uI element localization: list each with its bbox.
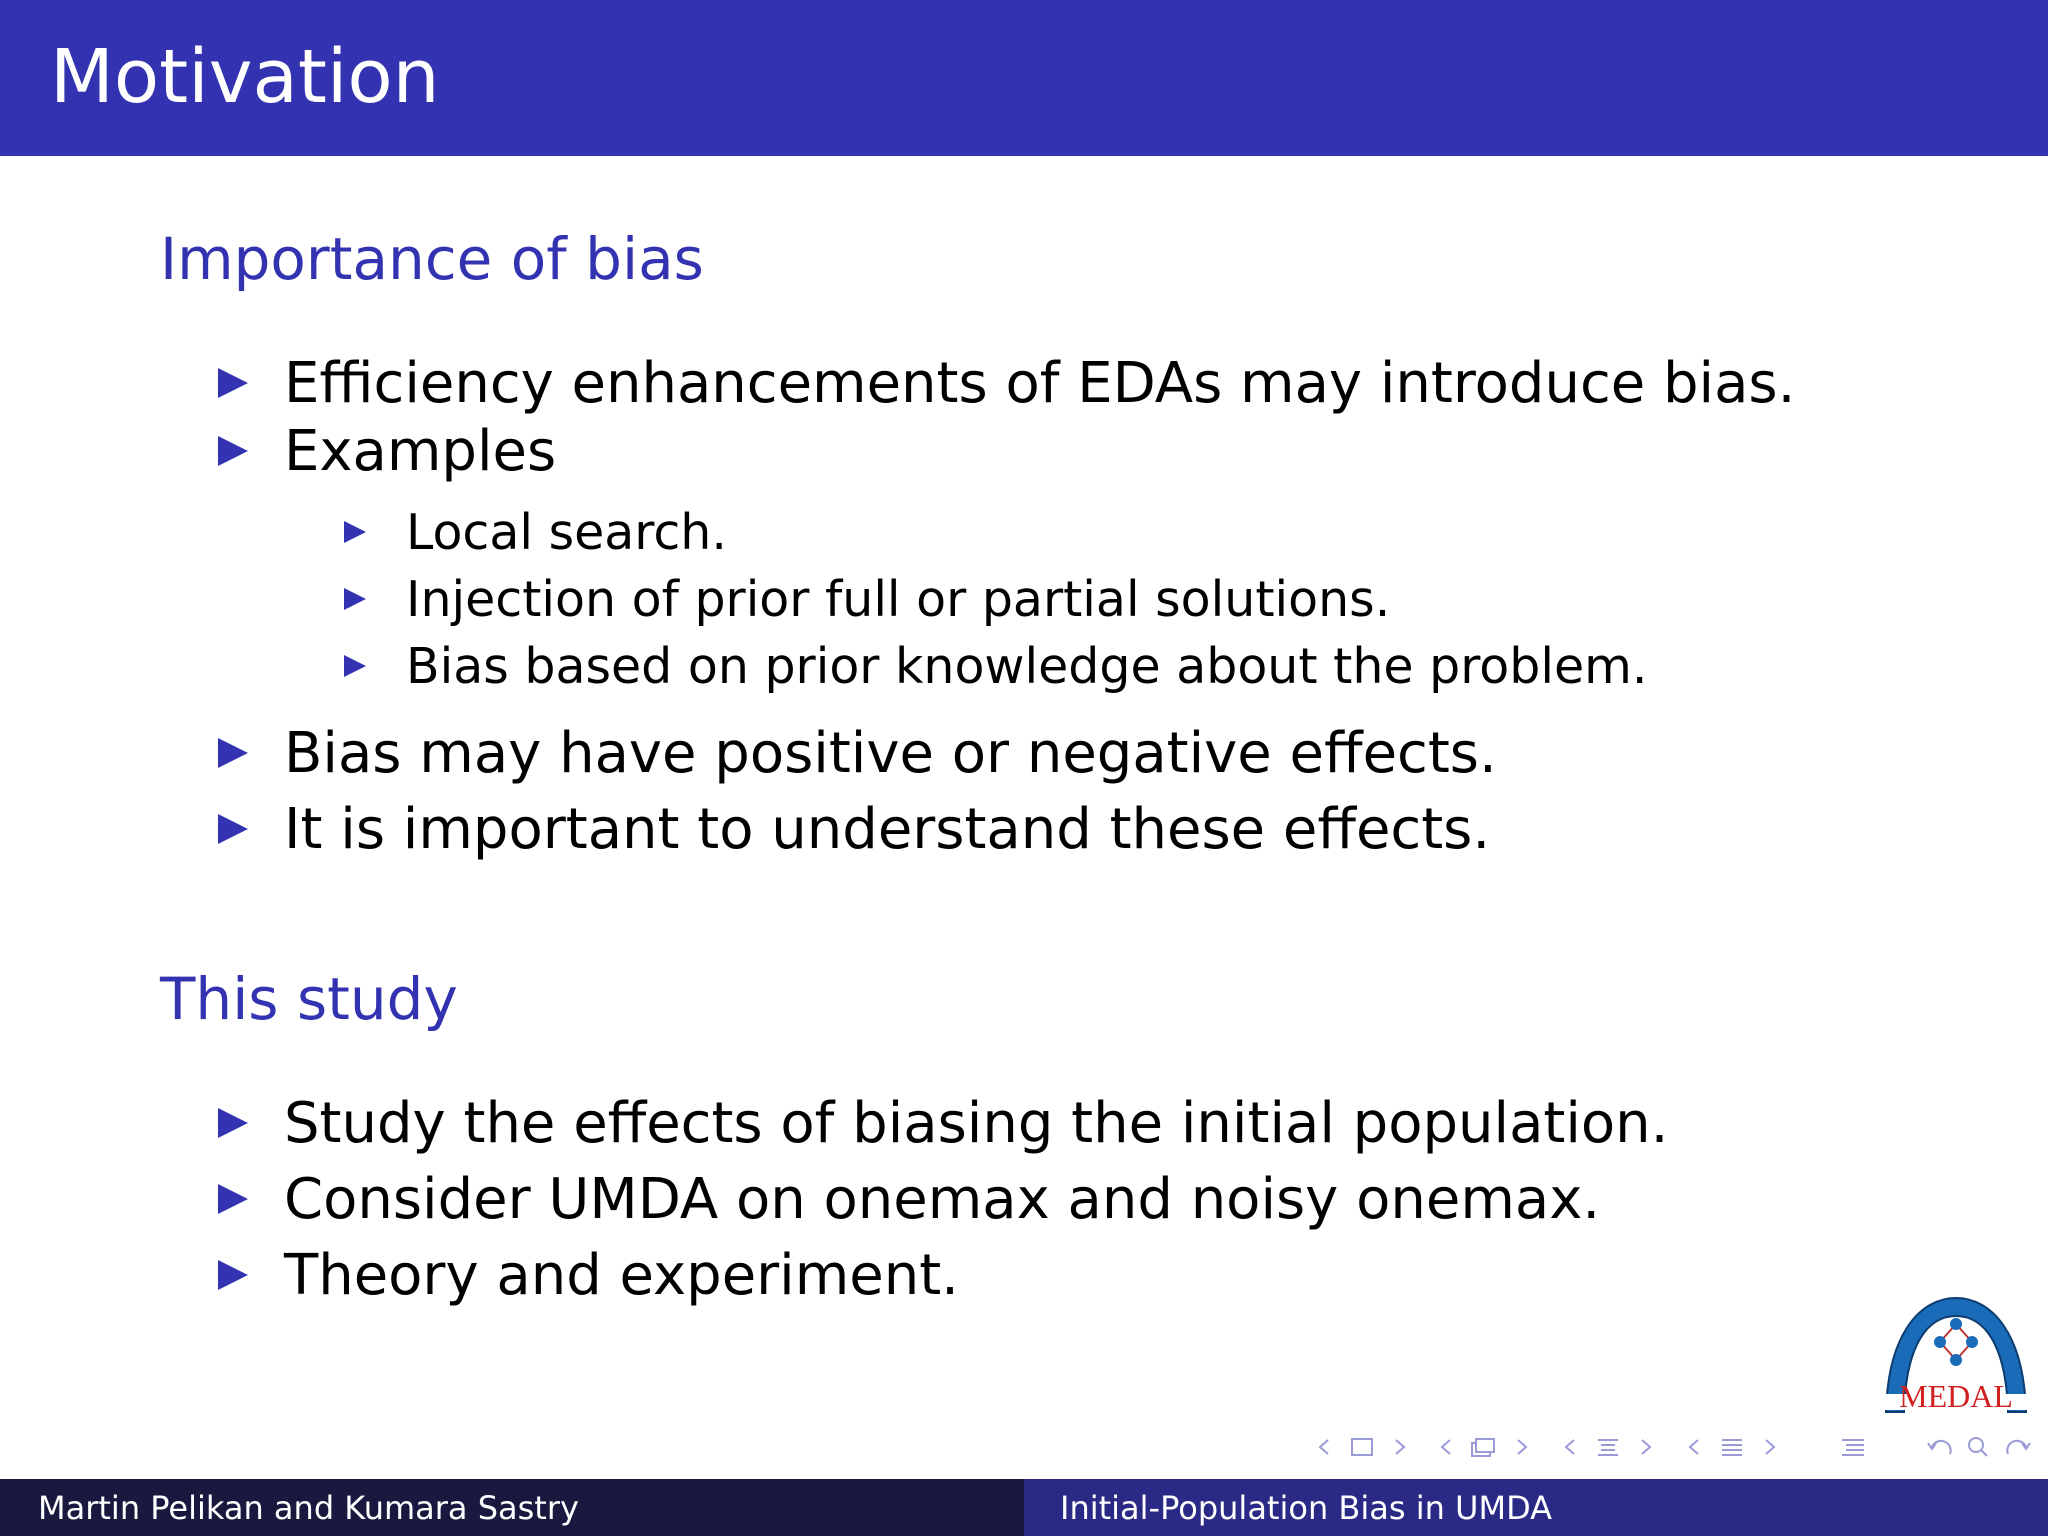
bullet-item: Study the effects of biasing the initial population. xyxy=(218,1096,1668,1152)
footer xyxy=(0,1479,2048,1536)
section-next-icon[interactable] xyxy=(1642,1440,1650,1454)
search-icon[interactable] xyxy=(1969,1438,1987,1456)
bullet-item: Theory and experiment. xyxy=(218,1248,959,1304)
bullet-item: Consider UMDA on onemax and noisy onemax. xyxy=(218,1172,1600,1228)
subsection-prev-icon[interactable] xyxy=(1442,1440,1450,1454)
bullet-item: Bias may have positive or negative effects. xyxy=(218,726,1497,782)
nav-search[interactable] xyxy=(1924,1432,2034,1462)
footer-authors: Martin Pelikan and Kumara Sastry xyxy=(38,1489,579,1527)
title-bar xyxy=(0,0,2048,156)
slide-next-icon[interactable] xyxy=(1766,1440,1774,1454)
subsection-next-icon[interactable] xyxy=(1518,1440,1526,1454)
bullet-item: Examples xyxy=(218,424,556,480)
triangle-bullet-icon xyxy=(344,588,366,610)
triangle-bullet-icon xyxy=(218,1184,248,1214)
sub-bullet-item: Local search. xyxy=(344,508,727,557)
forward-icon[interactable] xyxy=(2007,1441,2030,1454)
slide-prev-icon[interactable] xyxy=(1690,1440,1698,1454)
footer-right xyxy=(1024,1479,2048,1536)
bullet-item: It is important to understand these effects. xyxy=(218,802,1490,858)
frame-next-icon[interactable] xyxy=(1396,1440,1404,1454)
section-heading-importance: Importance of bias xyxy=(160,225,704,293)
footer-title: Initial-Population Bias in UMDA xyxy=(1060,1489,1553,1527)
triangle-bullet-icon xyxy=(218,738,248,768)
logo-text: MEDAL xyxy=(1899,1378,2013,1414)
frame-prev-icon[interactable] xyxy=(1320,1440,1328,1454)
triangle-bullet-icon xyxy=(218,436,248,466)
nav-subsection[interactable] xyxy=(1436,1432,1536,1462)
back-icon[interactable] xyxy=(1928,1441,1951,1454)
medal-logo xyxy=(1880,1294,2032,1414)
triangle-bullet-icon xyxy=(218,368,248,398)
slide-title: Motivation xyxy=(50,34,440,120)
triangle-bullet-icon xyxy=(344,655,366,677)
bullet-item: Efficiency enhancements of EDAs may introduce bias. xyxy=(218,356,1795,412)
section-heading-this-study: This study xyxy=(160,965,458,1033)
triangle-bullet-icon xyxy=(218,814,248,844)
triangle-bullet-icon xyxy=(344,521,366,543)
triangle-bullet-icon xyxy=(218,1108,248,1138)
frame-icon[interactable] xyxy=(1352,1439,1372,1455)
section-prev-icon[interactable] xyxy=(1566,1440,1574,1454)
subsection-icon[interactable] xyxy=(1472,1439,1494,1456)
section-icon[interactable] xyxy=(1598,1440,1618,1455)
nav-slide[interactable] xyxy=(1684,1432,1784,1462)
sub-bullet-item: Bias based on prior knowledge about the problem. xyxy=(344,642,1647,691)
nav-section[interactable] xyxy=(1560,1432,1660,1462)
nav-frame[interactable] xyxy=(1314,1432,1414,1462)
slide-icon[interactable] xyxy=(1722,1440,1742,1455)
sub-bullet-item: Injection of prior full or partial solutions. xyxy=(344,575,1390,624)
triangle-bullet-icon xyxy=(218,1260,248,1290)
footer-left xyxy=(0,1479,1024,1536)
outline-icon[interactable] xyxy=(1838,1432,1868,1462)
